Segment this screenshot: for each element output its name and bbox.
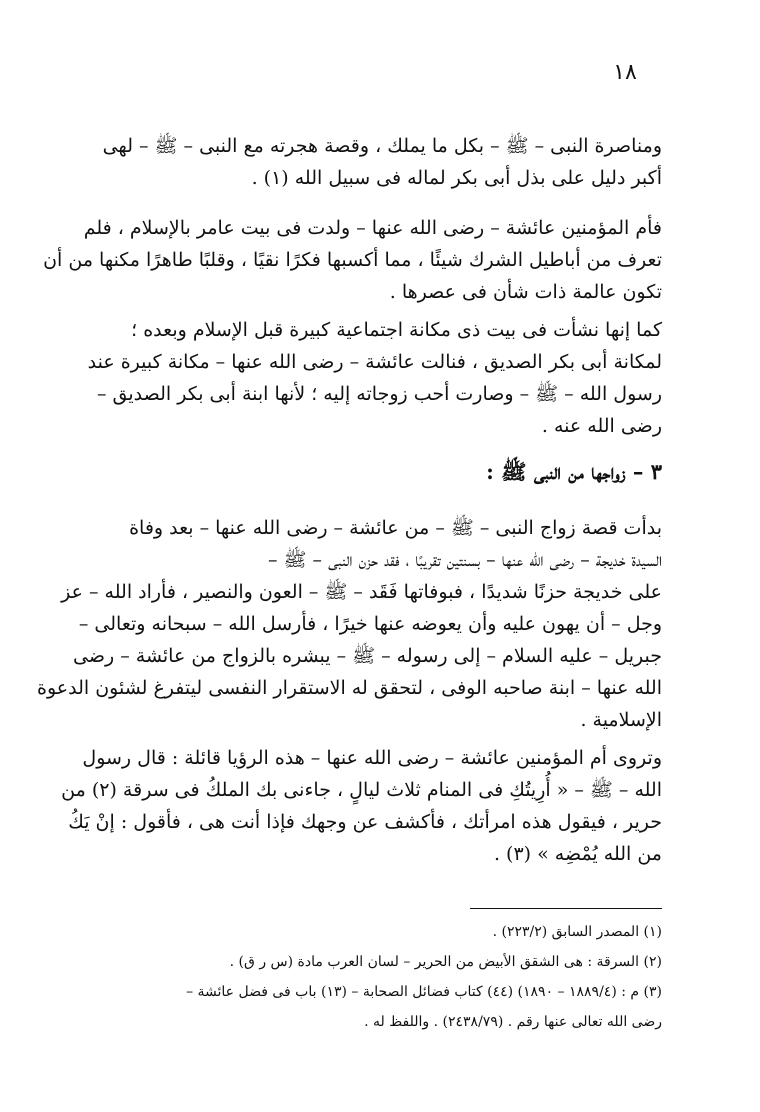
footnotes (116, 917, 662, 1037)
paragraph-4 (37, 512, 662, 736)
paragraph-5 (61, 742, 662, 870)
paragraph-line: أكبر دليل على بذل أبى بكر لماله فى سبيل الله (١) . (251, 167, 662, 189)
paragraph-line: بدأت قصة زواج النبى – ﷺ – من عائشة – رضى الله عنها – بعد وفاة (129, 517, 662, 539)
page-number: ١٨ (613, 60, 637, 85)
footnote-2: (٢) السرقة : هى الشقق الأبيض من الحرير – لسان العرب مادة (س ر ق) . (229, 954, 662, 970)
paragraph-1 (102, 130, 662, 194)
paragraph-line: حرير ، فيقول هذه امرأتك ، فأكشف عن وجهك فإذا أنت هى ، فأقول : إنْ يَكُ (68, 811, 662, 833)
paragraph-line: كما إنها نشأت فى بيت ذى مكانة اجتماعية كبيرة قبل الإسلام وبعده ؛ (131, 319, 662, 341)
paragraph-line: وجل – أن يهون عليه وأن يعوضه عنها خيرًا ، فأرسل الله – سبحانه وتعالى – (78, 613, 662, 635)
paragraph-line: جبريل – عليه السلام – إلى رسوله – ﷺ – يبشره بالزواج من عائشة – رضى (73, 645, 662, 667)
footnote-divider (470, 908, 662, 909)
paragraph-line: لمكانة أبى بكر الصديق ، فنالت عائشة – رضى الله عنها – مكانة كبيرة عند (87, 351, 662, 373)
paragraph-line: تعرف من أباطيل الشرك شيئًا ، مما أكسبها فكرًا نقيًا ، وقلبًا طاهرًا مكنها من أن (43, 249, 662, 271)
paragraph-line: ومناصرة النبى – ﷺ – بكل ما يملك ، وقصة هجرته مع النبى – ﷺ – لهى (102, 135, 662, 157)
section-heading: ٣ – زواجها من النبى ﷺ : (486, 459, 662, 484)
paragraph-line: تكون عالمة ذات شأن فى عصرها . (389, 281, 662, 303)
paragraph-line: من الله يُمْضِه » (٣) . (493, 843, 662, 865)
paragraph-line: فأم المؤمنين عائشة – رضى الله عنها – ولدت فى بيت عامر بالإسلام ، فلم (83, 217, 662, 239)
footnote-3: (٣) م : (١٨٨٩/٤ – ١٨٩٠) (٤٤) كتاب فضائل الصحابة – (١٣) باب فى فضل عائشة – (186, 984, 662, 1000)
paragraph-line: السيدة خديجة – رضى الله عنها – بسنتين تقريبًا ، فقد حزن النبى – ﷺ – (268, 549, 662, 571)
paragraph-line: رضى الله عنه . (541, 415, 662, 437)
paragraph-line: على خديجة حزنًا شديدًا ، فبوفاتها فَقَد – ﷺ – العون والنصير ، فأراد الله – عز (61, 581, 662, 603)
paragraph-line: الإسلامية . (580, 709, 662, 731)
paragraph-line: رسول الله – ﷺ – وصارت أحب زوجاته إليه ؛ لأنها ابنة أبى بكر الصديق – (96, 383, 662, 405)
paragraph-2 (43, 212, 662, 308)
paragraph-line: الله – ﷺ – « أُرِيتُكِ فى المنام ثلاث ليالٍ ، جاءنى بك الملكُ فى سرقة (٢) من (61, 779, 662, 801)
footnote-1: (١) المصدر السابق (٢٢٣/٢) . (492, 924, 662, 940)
paragraph-3 (87, 314, 662, 442)
paragraph-line: وتروى أم المؤمنين عائشة – رضى الله عنها – هذه الرؤيا قائلة : قال رسول (82, 747, 662, 769)
footnote-3-continued: رضى الله تعالى عنها رقم . (٢٤٣٨/٧٩) . واللفظ له . (364, 1014, 662, 1030)
paragraph-line: الله عنها – ابنة صاحبه الوفى ، لتحقق له الاستقرار النفسى ليتفرغ لشئون الدعوة (37, 677, 662, 699)
